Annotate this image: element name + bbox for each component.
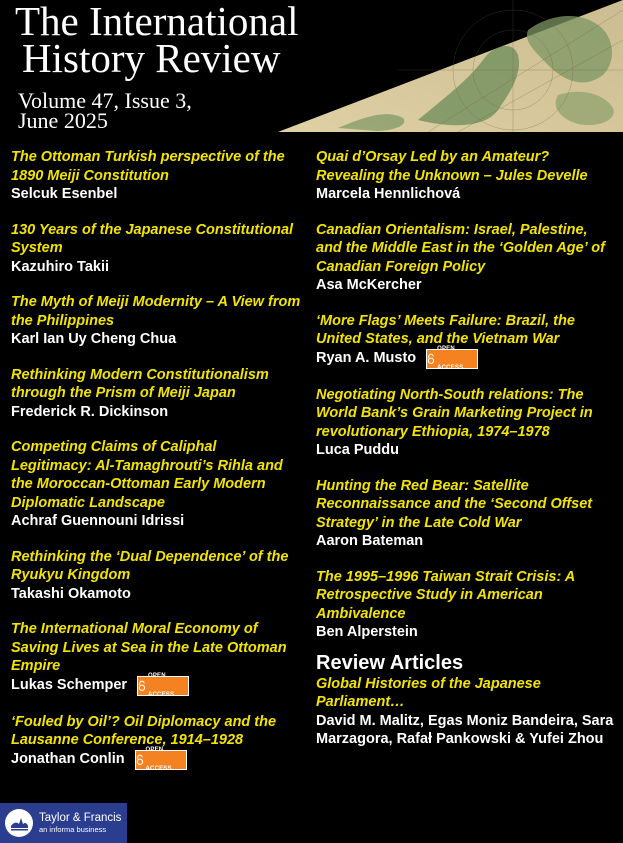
right-column	[316, 148, 616, 766]
article-title[interactable]: The Ottoman Turkish perspective of the 1890 Meiji Constitution	[11, 149, 285, 184]
article[interactable]	[316, 386, 616, 460]
article-author: Achraf Guennouni Idrissi	[11, 513, 185, 529]
article-author: Jonathan Conlin OPEN ACCESS	[11, 750, 301, 770]
article-title[interactable]: Rethinking Modern Constitutionalism through the Prism of Meiji Japan	[11, 366, 269, 401]
review-article-authors: David M. Malitz, Egas Moniz Bandeira, Sara Marzagora, Rafał Pankowski & Yufei Zhou	[316, 712, 614, 747]
article-title[interactable]: Hunting the Red Bear: Satellite Reconnaissance and the ‘Second Offset Strategy’ in the Late Cold War	[316, 477, 593, 531]
article-title[interactable]: Canadian Orientalism: Israel, Palestine, and the Middle East in the ‘Golden Age’ of Canadian Foreign Policy	[316, 221, 605, 275]
article-author: Luca Puddu	[316, 442, 399, 458]
journal-title-line1: The International	[15, 0, 299, 44]
article-title[interactable]: 130 Years of the Japanese Constitutional System	[11, 221, 294, 256]
article-title[interactable]: ‘More Flags’ Meets Failure: Brazil, the United States, and the Vietnam War	[316, 312, 575, 347]
article-title[interactable]: Negotiating North-South relations: The World Bank’s Grain Marketing Project in revolutionary Ethiopia, 1974–1978	[316, 386, 593, 440]
article-author: Ryan A. Musto OPEN ACCESS	[316, 349, 616, 369]
open-access-badge: OPEN ACCESS	[135, 750, 187, 770]
padlock-open-icon	[136, 754, 144, 766]
article[interactable]	[11, 221, 301, 277]
publisher-text	[39, 812, 121, 835]
article-title[interactable]: The Myth of Meiji Modernity – A View from the Philippines	[11, 294, 301, 329]
article-author: Frederick R. Dickinson	[11, 403, 169, 420]
review-article-title[interactable]: Global Histories of the Japanese Parliament…	[316, 675, 541, 710]
article-author: Lukas Schemper OPEN ACCESS	[11, 676, 301, 696]
article-title[interactable]: Rethinking the ‘Dual Dependence’ of the Ryukyu Kingdom	[11, 548, 289, 583]
publisher-name: Taylor & Francis	[39, 811, 122, 824]
article-author: Karl Ian Uy Cheng Chua	[11, 331, 177, 347]
article-title[interactable]: ‘Fouled by Oil’? Oil Diplomacy and the Lausanne Conference, 1914–1928	[11, 713, 277, 748]
article[interactable]	[11, 148, 301, 204]
article[interactable]	[11, 620, 301, 696]
left-column	[11, 148, 301, 787]
review-articles-heading: Review Articles	[316, 651, 464, 674]
issue-info	[18, 88, 192, 133]
article[interactable]	[11, 548, 301, 604]
article-author: Kazuhiro Takii	[11, 258, 110, 275]
article-author: Aaron Bateman	[316, 533, 424, 549]
article[interactable]	[11, 366, 301, 422]
tf-logo-icon	[5, 809, 33, 837]
publisher-tagline: an informa business	[39, 824, 107, 834]
article-author: Marcela Hennlichová	[316, 186, 461, 202]
article-title[interactable]: The International Moral Economy of Saving Lives at Sea in the Late Ottoman Empire	[11, 621, 287, 674]
article-author: Ben Alperstein	[316, 624, 418, 640]
article[interactable]	[316, 148, 616, 204]
article-author: Selcuk Esenbel	[11, 186, 118, 202]
article-title[interactable]: Quai d’Orsay Led by an Amateur? Revealing the Unknown – Jules Develle	[316, 149, 588, 184]
article-title[interactable]: Competing Claims of Caliphal Legitimacy: Al-Tamaghrouti’s Rihla and the Moroccan-Ottoman Early Modern Diplomatic Landscape	[11, 439, 283, 511]
padlock-open-icon	[138, 680, 146, 692]
issue-volume: Volume 47, Issue 3,	[18, 88, 192, 113]
article[interactable]	[11, 438, 301, 531]
journal-title-line2: History Review	[22, 35, 281, 81]
publisher-logo[interactable]	[0, 803, 127, 843]
article-author: Takashi Okamoto	[11, 585, 131, 602]
padlock-open-icon	[427, 353, 435, 365]
article[interactable]	[316, 221, 616, 295]
journal-title	[15, 0, 299, 81]
article[interactable]	[316, 568, 616, 642]
cover-header	[0, 0, 623, 140]
world-map-illustration	[278, 0, 623, 132]
review-article[interactable]	[316, 675, 616, 749]
open-access-badge: OPEN ACCESS	[426, 349, 478, 369]
article-author: Asa McKercher	[316, 277, 422, 293]
article[interactable]	[11, 293, 301, 349]
article[interactable]	[11, 713, 301, 770]
article-title[interactable]: The 1995–1996 Taiwan Strait Crisis: A Retrospective Study in American Ambivalence	[316, 568, 575, 622]
open-access-badge: OPEN ACCESS	[137, 676, 189, 696]
article[interactable]	[316, 312, 616, 369]
issue-date: June 2025	[18, 108, 108, 133]
article[interactable]	[316, 477, 616, 551]
